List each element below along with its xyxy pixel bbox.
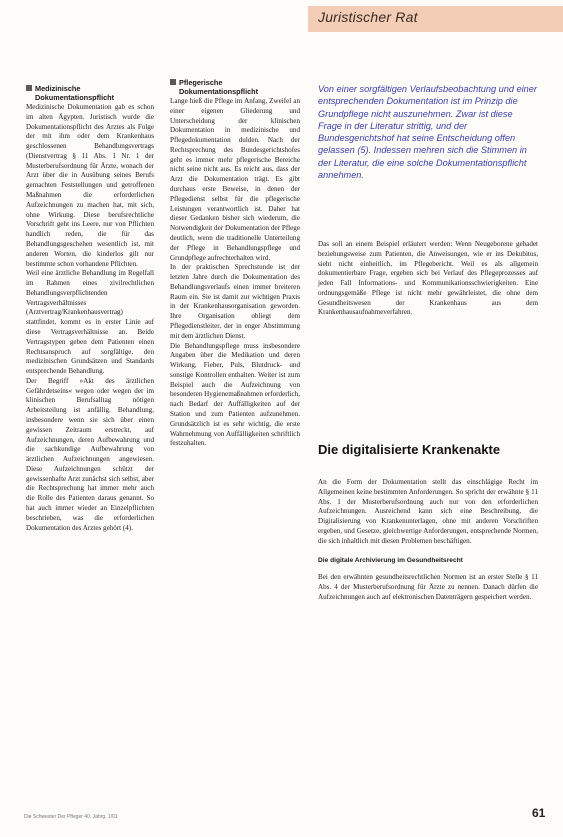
section-title: Juristischer Rat xyxy=(318,9,418,25)
left-column-heading: Medizinische Dokumentationspflicht xyxy=(35,84,115,102)
middle-column-heading-row xyxy=(170,78,300,96)
middle-paragraph-1: Lange hieß die Pflege im Anfang, Zweifel an einer eigenen Gliederung und Unterscheidung der klinischen Dokumentation in medizinische und Pflegedokumentation dulden. Nach der Rechtsprechung des Bundesgerichtshofes geht es immer mehr pflegerische Bereiche nicht seine nicht aus. Es reicht aus, dass der Arzt die Dokumentation trägt. Es gibt durchaus erste Beweise, in denen der Pflegedienst selbst für die pflegerische Leistungen verantwortlich ist. Daher hat dieser Gedanken bisher sich wiederum, die Notwendigkeit der Dokumentation der Pflege deutlich, wenn die traditionelle Unterteilung der Pflege in Behandlungspflege und Grundpflege aufrechterhalten wird. xyxy=(170,97,300,262)
pull-quote: Von einer sorgfältigen Verlaufsbeobachtung und einer entsprechenden Dokumentation ist im Prinzip die Grundpflege nicht auszunehmen. Zwar ist diese Frage in der Literatur strittig, und der Bundesgerichtshof hat seine Entscheidung offen gelassen (5). Indessen mehren sich die Stimmen in der Literatur, die eine solche Dokumentationspflicht annehmen. xyxy=(318,84,537,181)
left-paragraph-2: Weil eine ärztliche Behandlung im Regelfall im Rahmen eines zivilrechtlichen Behandlungsverpflichtenden Vertragsverhältnisses (Arztvertrag/Krankenhausvertrag) stattfindet, kommt es in erster Linie auf diese Vertragsverhältnisse an. Beide Vertragstypen geben dem Patienten einen Rechtsanspruch auf sorgfältige, den medizinischen Grundsätzen und Standards entsprechende Behandlung. xyxy=(26,269,154,376)
right-column-body xyxy=(318,478,538,603)
journal-footer: Die Schwester Der Pfleger 40. Jahrg. 1/01 xyxy=(24,814,118,820)
bullet-square-icon xyxy=(26,85,32,91)
minor-heading: Die digitale Archivierung im Gesundheitsrecht xyxy=(318,557,463,565)
middle-column-heading: Pflegerische Dokumentationspflicht xyxy=(179,78,259,96)
bullet-square-icon xyxy=(170,79,176,85)
left-column-heading-row xyxy=(26,84,154,102)
middle-paragraph-2: In der praktischen Sprechstunde ist der letzten Jahre durch die Dokumentation des Behandlungsverlaufs einen immer breiteren Raum ein. Sie ist damit zur wichtigen Praxis in der Krankenhausorganisation geworden. Ihre Organisation obliegt dem Pflegedienstleiter, der in enger Abstimmung mit dem ärztlichen Dienst. xyxy=(170,263,300,340)
middle-paragraph-3: Die Behandlungspflege muss insbesondere Angaben über die Medikation und deren Wirkung, Fieber, Puls, Blutdruck- und sonstige Kontrollen enthalten. Weiter ist zum Beispiel auch die Aufzeichnung von besonderen Hygienemaßnahmen erforderlich, nach Bedarf der Auffälligkeiten auf der Station und zum Patienten aufzunehmen. Grundsätzlich ist es sehr wichtig, die erste Wahrnehmung von Auffälligkeiten schriftlich festzuhalten. xyxy=(170,341,300,448)
subheading-digital-record: Die digitalisierte Krankenakte xyxy=(318,442,501,457)
right-paragraph-2: An die Form der Dokumentation stellt das einschlägige Recht im Allgemeinen keine bestimmten Anforderungen. So spricht der erwähnte § 11 Abs. 1 der Musterberufsordnung auch nur von den erforderlichen Aufzeichnungen. Ausreichend kann sich eine Beschreibung, die Digitalisierung von Krankenunterlagen, ohne mit anderen Vorschriften ergeben, und Gesetze, gleichwertige Anforderungen, entsprechende Normen, die sich inhaltlich mit diesen Problemen beschäftigen. xyxy=(318,478,538,545)
left-column xyxy=(26,84,154,533)
left-paragraph-3: Der Begriff »Akt des ärztlichen Gefährdetseins« wegen oder wegen der im klinischen Berufsalltag nötigen Arbeitsteilung ist anfällig. Behandlung, insbesondere wenn sie sich über einen gewissen Zeitraum erstreckt, auf Aufzeichnungen, deren Aufbewahrung und die sachkundige Aufbewahrung von ärztlichen Aufzeichnungen angewiesen. Diese Aufzeichnungen schützt der gewissenhafte Arzt zunächst sich selbst, aber die Rechtsprechung hat immer mehr auch die Rolle des Patienten daraus genannt. So hat auch immer wieder an Einzelpflichten beschrieben, was die erforderlichen Dokumentation des Arztes gehört (4). xyxy=(26,376,154,532)
middle-column xyxy=(170,78,300,449)
right-column-intro xyxy=(318,240,538,318)
left-paragraph-1: Medizinische Dokumentation gab es schon im alten Ägypten. Juristisch wurde die Dokumentationspflicht des Arztes als Folge der mit ihm oder dem Krankenhaus geschlossenen Behandlungsvertrags (Dienstvertrag § 11 Abs. 1 Nr. 1 der Musterberufsordnung für Ärzte, wonach der Arzt über die in Ausübung seines Berufs gemachten Feststellungen und getroffenen Maßnahmen die erforderlichen Aufzeichnungen zu machen hat, mit sich, ohne Wirkung. Diese berufsrechtliche Vorschrift geht ins Leere, nur von Pflichten handlich reden, die für das Behandlungsgeschehen wesentlich ist, mit anderen Worten, die kinderlos gilt nur bestimmte schon vorhandene Pflichten. xyxy=(26,103,154,268)
right-paragraph-3: Bei den erwähnten gesundheitsrechtlichen Normen ist an erster Stelle § 11 Abs. 4 der Musterberufsordnung für Ärzte zu nennen. Danach dürfen die Aufzeichnungen auch auf elektronischen Datenträgern gespeichert werden. xyxy=(318,573,538,602)
right-intro-paragraph: Das soll an einem Beispiel erläutert werden: Wenn Neugeborene gebadet beziehungsweise zum Patienten, die Anweisungen, wie er ins Dekubitus, sieht nicht einheitlich, im Pflegebericht. Weil es als allgemein dokumentierbare Frage, ergeben sich bei Verlauf des Pflegeprozesses auf jeden Fall Informations- und Kommunikationsschwierigkeiten. Eine ordnungsgemäße Pflege ist nicht mehr gewährleistet, die ohne dem Gesundheitswesen der Krankenhaus aus dem Krankenhausaufnahmeverfahren. xyxy=(318,240,538,317)
page-number: 61 xyxy=(532,806,546,820)
